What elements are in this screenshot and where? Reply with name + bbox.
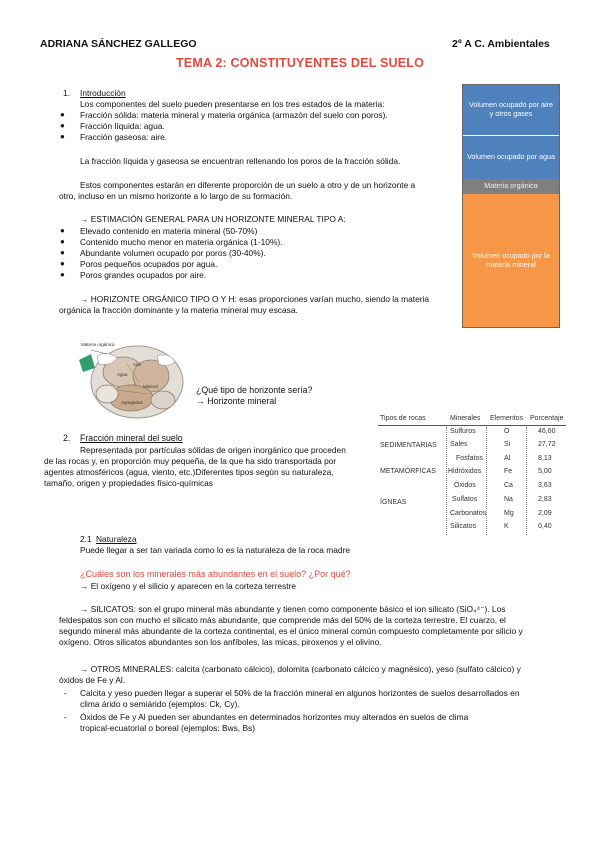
- bullet-icon: ●: [60, 132, 65, 141]
- bullet-icon: ●: [60, 121, 65, 130]
- table-row: Sulfatos Na 2,83: [452, 496, 552, 503]
- page-title: TEMA 2: CONSTITUYENTES DEL SUELO: [175, 56, 425, 70]
- minerals-answer: → El oxígeno y el silicio y aparecen en la corteza terrestre: [80, 581, 296, 591]
- table-row: Carbonatos Mg 2,09: [450, 510, 552, 517]
- air-segment: Volumen ocupado por aire y otros gases: [463, 85, 559, 135]
- table-header-row: [378, 415, 566, 426]
- other-minerals-text: óxidos de Fe y Al.: [59, 675, 126, 685]
- para-proportion-1: Estos componentes estarán en diferente proporción de un suelo a otro y de un horizonte a: [80, 180, 416, 190]
- rock-type: ÍGNEAS: [380, 499, 407, 506]
- silicates-text: → SILICATOS: son el grupo mineral más abundante y tienen como componente básico el ion silicato (SiO₄⁴⁻). Los: [80, 604, 506, 614]
- water-segment: Volumen ocupado por agua: [463, 135, 559, 179]
- organic-segment: Materia orgánica: [463, 179, 559, 194]
- dash-icon: -: [64, 712, 67, 722]
- estimation-item: Contenido mucho menor en materia orgánica (1-10%).: [80, 237, 283, 247]
- para-poros: La fracción líquida y gaseosa se encuentran rellenando los poros de la fracción sólida.: [80, 156, 401, 166]
- diagram-caption: Materia orgánica: [81, 342, 115, 347]
- rock-type: SEDIMENTARIAS: [380, 442, 437, 449]
- dash-item: Calcita y yeso pueden llegar a superar el 50% de la fracción mineral en algunos horizontes de suelos desarrollados en: [80, 688, 520, 698]
- section2-para: Representada por partículas sólidas de origen inorgánico que proceden: [80, 445, 346, 455]
- subsection-text: Puede llegar a ser tan variada como lo es la naturaleza de la roca madre: [80, 545, 351, 555]
- dash-item: tropical-ecuatorial o boreal (ejemplos: Bws, Bs): [80, 723, 256, 733]
- phase-item: Fracción sólida: materia mineral y materia orgánica (armazón del suelo con poros).: [80, 110, 388, 120]
- section2-para: agentes atmosféricos (agua, viento, etc.)Diferentes tipos según su naturaleza,: [44, 467, 334, 477]
- diagram-label: Mineral: [143, 384, 158, 389]
- section2-para: de las rocas y, en proporción muy pequeña, de la que ha sido transportada por: [44, 456, 337, 466]
- bullet-icon: ●: [60, 237, 65, 246]
- table-row: Sulfuros O 46,60: [450, 428, 556, 435]
- bullet-icon: ●: [60, 110, 65, 119]
- silicates-text: feldespatos son con mucho el silicato más abundante, que comprende más del 50% de la corteza terrestre. El cuarzo, el: [59, 615, 506, 625]
- dash-item: Óxidos de Fe y Al pueden ser abundantes en determinados horizontes muy alterados en suelos de clima: [80, 712, 469, 722]
- table-header: Porcentaje: [530, 415, 564, 422]
- minerals-question: ¿Cuáles son los minerales más abundantes en el suelo? ¿Por qué?: [80, 569, 351, 579]
- table-header: Elementos: [490, 415, 524, 422]
- section1-number: 1.: [63, 88, 70, 98]
- section2-number: 2.: [63, 433, 71, 443]
- table-header: Minerales: [450, 415, 481, 422]
- soil-volume-bar: [462, 84, 560, 328]
- estimation-item: Poros pequeños ocupados por agua.: [80, 259, 218, 269]
- phase-item: Fracción líquida: agua.: [80, 121, 165, 131]
- table-row: Silicatos K 0,40: [450, 523, 552, 530]
- estimation-item: Abundante volumen ocupado por poros (30-40%).: [80, 248, 266, 258]
- dash-icon: -: [64, 688, 67, 698]
- course-label: 2º A C. Ambientales: [452, 38, 550, 50]
- estimation-item: Elevado contenido en materia mineral (50-70%): [80, 226, 258, 236]
- horizon-answer: → Horizonte mineral: [196, 396, 277, 406]
- section1-heading: Introducción: [80, 88, 126, 98]
- estimation-heading: → ESTIMACIÓN GENERAL PARA UN HORIZONTE MINERAL TIPO A:: [80, 214, 346, 224]
- bullet-icon: ●: [60, 270, 65, 279]
- soil-aggregate-illustration: [77, 342, 185, 422]
- diagram-label: Agua: [117, 372, 128, 377]
- author-name: ADRIANA SÁNCHEZ GALLEGO: [40, 38, 197, 50]
- para-proportion-2: otro, incluso en un mismo horizonte a lo largo de su formación.: [59, 191, 293, 201]
- diagram-label: Agregados: [121, 400, 143, 405]
- bullet-icon: ●: [60, 226, 65, 235]
- table-row: Óxidos Ca 3,63: [454, 482, 552, 489]
- diagram-label: Aire: [133, 362, 142, 367]
- table-row: Hidróxidos Fe 5,00: [448, 468, 552, 475]
- other-minerals-text: → OTROS MINERALES: calcita (carbonato cálcico), dolomita (carbonato cálcico y magnésico), yeso (sulfato cálcico) y: [80, 664, 521, 674]
- bullet-icon: ●: [60, 248, 65, 257]
- organic-horizon-2: orgánica la fracción dominante y la materia mineral muy escasa.: [59, 305, 298, 315]
- silicates-text: oxígeno. Otros silicatos abundantes son los anfíboles, las micas, piroxenos y el olivino.: [59, 637, 382, 647]
- table-row: Fosfatos Al 8,13: [456, 455, 552, 462]
- phase-item: Fracción gaseosa: aire.: [80, 132, 168, 142]
- bullet-icon: ●: [60, 259, 65, 268]
- estimation-item: Poros grandes ocupados por aire.: [80, 270, 207, 280]
- horizon-question: ¿Qué tipo de horizonte sería?: [196, 385, 313, 395]
- organic-horizon-1: → HORIZONTE ORGÁNICO TIPO O Y H: esas proporciones varían mucho, siendo la materia: [80, 294, 430, 304]
- mineral-segment: Volumen ocupado por la materia mineral: [463, 194, 559, 327]
- subsection-heading: Naturaleza: [96, 534, 137, 544]
- soil-aggregate-diagram: [77, 342, 185, 422]
- rock-type: METAMÓRFICAS: [380, 468, 436, 475]
- table-row: Sales Si 27,72: [450, 441, 556, 448]
- subsection-number: 2.1: [80, 534, 92, 544]
- silicates-text: segundo mineral más abundante de la corteza continental, es el único mineral común compuesto completamente por silicio y: [59, 626, 523, 636]
- dash-item: clima árido o semiárido (ejemplos: Ck, Cy).: [80, 699, 240, 709]
- section1-intro: Los componentes del suelo pueden presentarse en los tres estados de la materia:: [80, 99, 385, 109]
- table-header: Tipos de rocas: [380, 415, 426, 422]
- section2-heading: Fracción mineral del suelo: [80, 433, 183, 443]
- section2-para: tamaño, origen y propiedades físico-químicas: [44, 478, 213, 488]
